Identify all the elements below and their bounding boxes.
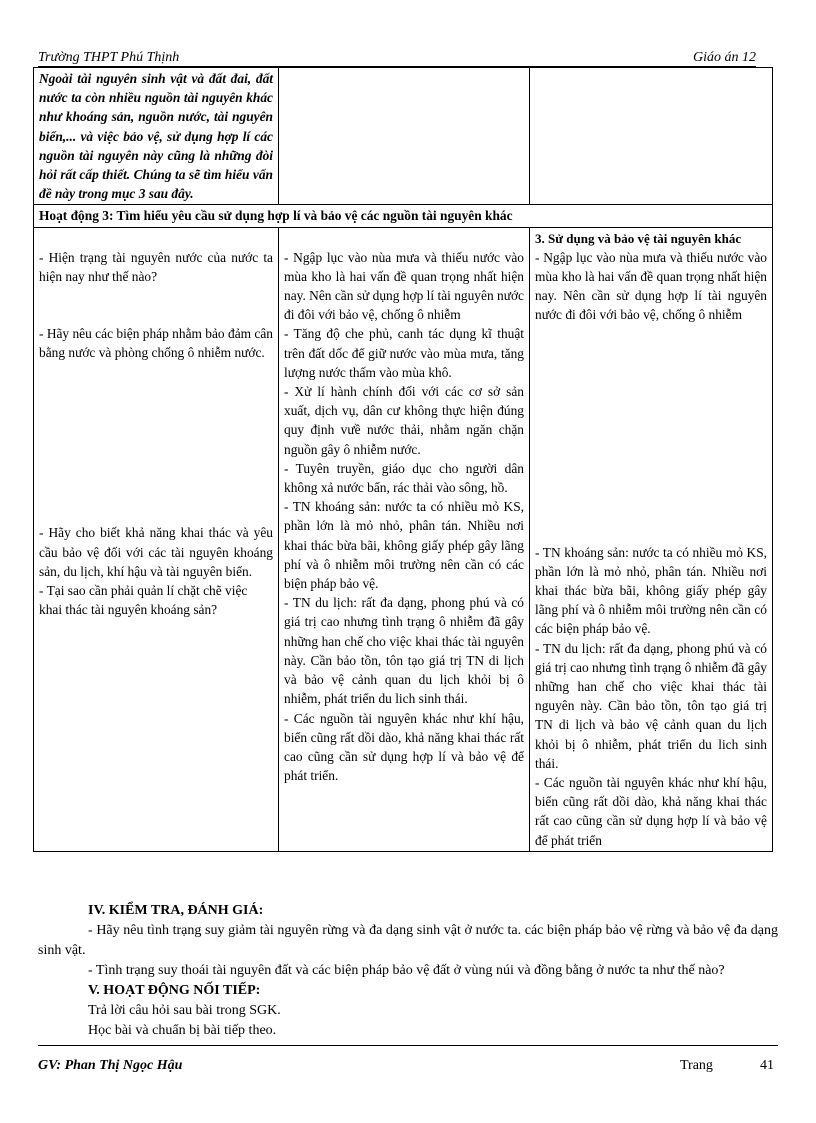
questions-cell: [34, 227, 279, 851]
section4-title: IV. KIỂM TRA, ĐÁNH GIÁ:: [88, 903, 264, 918]
footer-page-number: 41: [760, 1058, 774, 1073]
section4-item-1: - Hãy nêu tình trạng suy giảm tài nguyên rừng và đa dạng sinh vật ở nước ta. các biện pháp bảo vệ rừng và bảo vệ đa dạng sinh vật.: [38, 923, 778, 958]
summary-minerals: - TN khoáng sản: nước ta có nhiều mỏ KS, phần lớn là mỏ nhỏ, phân tán. Nhiều nơi khai thác bừa bãi, không giấy phép gây lãng phí và ô nhiễm môi trường nên cần có các biện pháp bảo vệ.: [535, 544, 767, 637]
summary-tourism: - TN du lịch: rất đa dạng, phong phú và có giá trị cao nhưng tình trạng ô nhiễm đã gây những han chế cho việc khai thác tài nguyên này. Cần bảo tồn, tôn tạo giá trị TN di lịch và bảo vệ cảnh quan du lịch khỏi bị ô nhiễm, phát triển du lich sinh thái.: [535, 640, 767, 771]
activity-row: [34, 205, 773, 227]
content-row: [34, 227, 773, 851]
header-course: Giáo án 12: [693, 50, 756, 65]
answer-water-measure-2: - Xử lí hành chính đối với các cơ sở sản xuất, dịch vụ, dân cư không thực hiện đúng quy định vưề nước thải, nhằm ngăn chặn nguồn gây ô nhiễm nước.: [284, 384, 524, 457]
lesson-table: [33, 67, 773, 852]
answer-water-measure-3: - Tuyên truyền, giáo dục cho người dân không xả nước bẩn, rác thải vào sông, hồ.: [284, 460, 524, 496]
answer-other-resources: - Các nguồn tài nguyên khác như khí hậu, biển cũng rất dồi dào, khả năng khai thác rất cao cũng cần sử dụng hợp lí và bảo vệ để phát triển.: [284, 710, 524, 784]
section3-title: 3. Sử dụng và bảo vệ tài nguyên khác: [535, 230, 742, 246]
answer-water-status: - Ngập lục vào nùa mưa và thiếu nước vào mùa kho là hai vấn đề quan trọng nhất hiện nay. Nên cần sử dụng hợp lí tài nguyên nước đi đôi với bảo vệ, chống ô nhiễm: [284, 249, 524, 323]
question-water-status: - Hiện trạng tài nguyên nước của nước ta hiện nay như thế nào?: [39, 249, 273, 284]
intro-empty-cell-2: [279, 68, 530, 205]
footer-teacher: GV: Phan Thị Ngọc Hậu: [38, 1058, 183, 1073]
answer-water-measure-1: - Tăng độ che phủ, canh tác dụng kĩ thuật trên đất dốc để giữ nước vào mùa mưa, tăng lượng nước thấm vào mùa khô.: [284, 326, 524, 380]
question-mineral-management: - Tại sao cần phải quản lí chặt chẽ việc khai thác tài nguyên khoáng sản?: [39, 583, 248, 618]
activity-title: Hoạt động 3: Tìm hiểu yêu cầu sử dụng hợp lí và bảo vệ các nguồn tài nguyên khác: [34, 205, 773, 227]
section5-title: V. HOẠT ĐỘNG NỐI TIẾP:: [88, 983, 261, 998]
question-other-resources: - Hãy cho biết khả năng khai thác và yêu cầu bảo vệ đối với các tài nguyên khoáng sản, du lịch, khí hậu và tài nguyên biển.: [39, 525, 273, 579]
intro-row: [34, 68, 773, 205]
header-school: Trường THPT Phú Thịnh: [38, 50, 180, 65]
summary-other-resources: - Các nguồn tài nguyên khác như khí hậu, biển cũng rất dồi dào, khả năng khai thác rất cao cũng cần sử dụng hợp lí và bảo vệ để phát triển: [535, 775, 767, 848]
answer-minerals: - TN khoáng sản: nước ta có nhiều mỏ KS, phần lớn là mỏ nhỏ, phân tán. Nhiều nơi khai thác bừa bãi, không giấy phép gây lãng phí và ô nhiễm môi trường nên cần có các biện pháp bảo vệ.: [284, 499, 524, 592]
page-footer: [38, 1045, 778, 1073]
footer-page-label: Trang: [680, 1058, 713, 1073]
intro-cell: Ngoài tài nguyên sinh vật và đất đai, đất nước ta còn nhiều nguồn tài nguyên khác như khoáng sản, nguồn nước, tài nguyên biển,... và việc bảo vệ, sử dụng hợp lí các nguồn tài nguyên này cũng là những đòi hỏi rất cấp thiết. Chúng ta sẽ tìm hiểu vấn đề này trong mục 3 sau đây.: [34, 68, 279, 205]
section4-item-2: - Tình trạng suy thoái tài nguyên đất và các biện pháp bảo vệ đất ở vùng núi và đồng bằng ở nước ta như thế nào?: [88, 963, 725, 978]
intro-empty-cell-3: [530, 68, 773, 205]
answers-cell: [279, 227, 530, 851]
section5-item-2: Học bài và chuẩn bị bài tiếp theo.: [88, 1023, 277, 1038]
summary-water: - Ngập lục vào nùa mưa và thiếu nước vào mùa kho là hai vấn đề quan trọng nhất hiện nay. Nên cần sử dụng hợp lí tài nguyên nước đi đôi với bảo vệ, chống ô nhiễm: [535, 249, 767, 323]
question-water-measures: - Hãy nêu các biện pháp nhằm bảo đảm cân bằng nước và phòng chống ô nhiễm nước.: [39, 326, 273, 361]
assessment-section: [38, 901, 778, 1041]
summary-cell: [530, 227, 773, 851]
answer-tourism: - TN du lịch: rất đa dạng, phong phú và có giá trị cao nhưng tình trạng ô nhiễm đã gây những han chế cho việc khai thác tài nguyên này. Cần bảo tồn, tôn tạo giá trị TN di lịch và bảo vệ cảnh quan du lịch khỏi bị ô nhiễm, phát triển du lich sinh thái.: [284, 595, 524, 707]
section5-item-1: Trả lời câu hỏi sau bài trong SGK.: [88, 1003, 281, 1018]
